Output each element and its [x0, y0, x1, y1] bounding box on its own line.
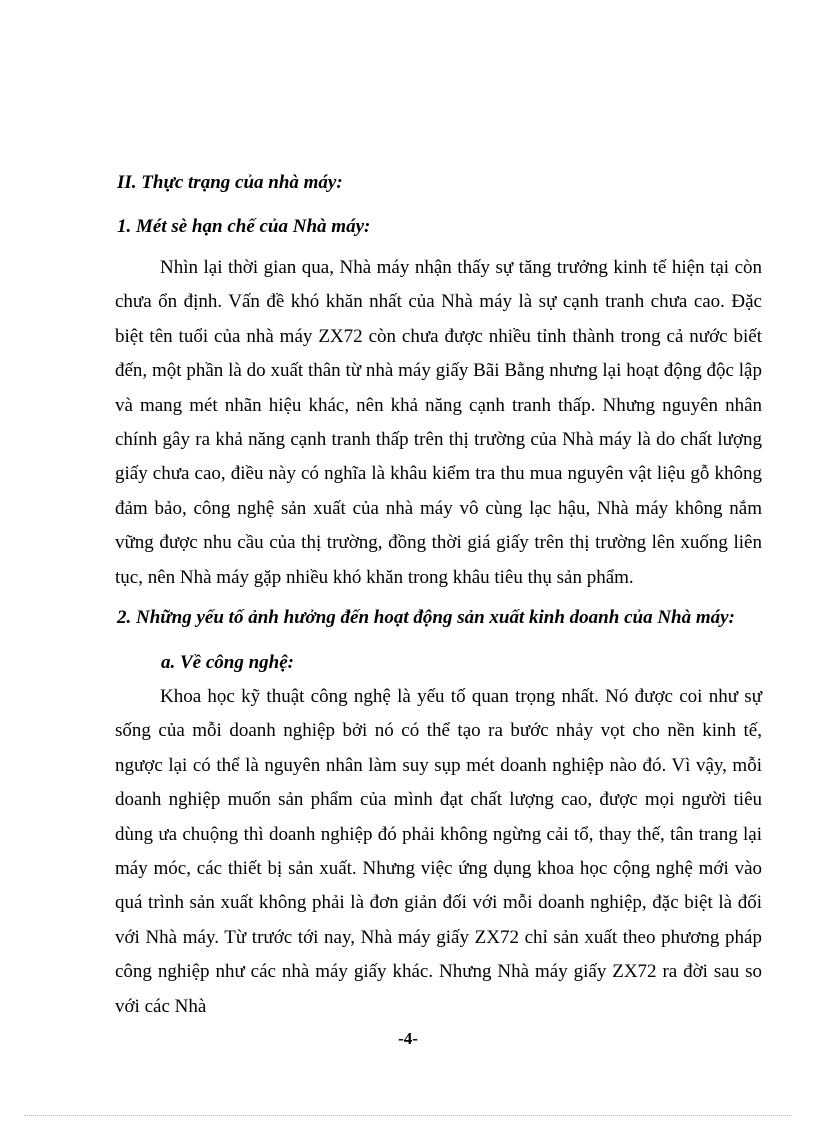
item-a-paragraph: Khoa học kỹ thuật công nghệ là yếu tố quan trọng nhất. Nó được coi như sự sống của mỗi doanh nghiệp bởi nó có thể tạo ra bước nhảy vọt cho nền kinh tế, ngược lại có thể là nguyên nhân làm suy sụp mét doanh nghiệp nào đó. Vì vậy, mỗi doanh nghiệp muốn sản phẩm của mình đạt chất lượng cao, được mọi người tiêu dùng ưa chuộng thì doanh nghiệp đó phải không ngừng cải tổ, thay thế, tân trang lại máy móc, các thiết bị sản xuất. Nhưng việc ứng dụng khoa học cộng nghệ mới vào quá trình sản xuất không phải là đơn giản đối với mỗi doanh nghiệp, đặc biệt là đối với Nhà máy. Từ trước tới nay, Nhà máy giấy ZX72 chỉ sản xuất theo phương pháp công nghiệp như các nhà máy giấy khác. Nhưng Nhà máy giấy ZX72 ra đời sau so với các Nhà	[115, 686, 762, 1017]
subsection-1-heading: 1. Mét sè hạn chế của Nhà máy:	[117, 216, 371, 237]
item-a-heading: a. Về công nghệ:	[161, 652, 294, 673]
page-number: -4-	[398, 1029, 418, 1048]
section-heading: II. Thực trạng của nhà máy:	[117, 172, 343, 193]
footer-divider	[24, 1115, 792, 1116]
subsection-1-paragraph: Nhìn lại thời gian qua, Nhà máy nhận thấy sự tăng trưởng kinh tế hiện tại còn chưa ổn định. Vấn đề khó khăn nhất của Nhà máy là sự cạnh tranh chưa cao. Đặc biệt tên tuổi của nhà máy ZX72 còn chưa được nhiều tỉnh thành trong cả nước biết đến, một phần là do xuất thân từ nhà máy giấy Bãi Bằng nhưng lại hoạt động độc lập và mang mét nhãn hiệu khác, nên khả năng cạnh tranh thấp. Nhưng nguyên nhân chính gây ra khả năng cạnh tranh thấp trên thị trường của Nhà máy là do chất lượng giấy chưa cao, điều này có nghĩa là khâu kiểm tra thu mua nguyên vật liệu gỗ không đảm bảo, công nghệ sản xuất của nhà máy vô cùng lạc hậu, Nhà máy không nắm vững được nhu cầu của thị trường, đồng thời giá giấy trên thị trường lên xuống liên tục, nên Nhà máy gặp nhiều khó khăn trong khâu tiêu thụ sản phẩm.	[115, 257, 762, 588]
subsection-2-heading: 2. Những yếu tố ảnh hưởng đến hoạt động sản xuất kinh doanh của Nhà máy:	[117, 607, 735, 628]
